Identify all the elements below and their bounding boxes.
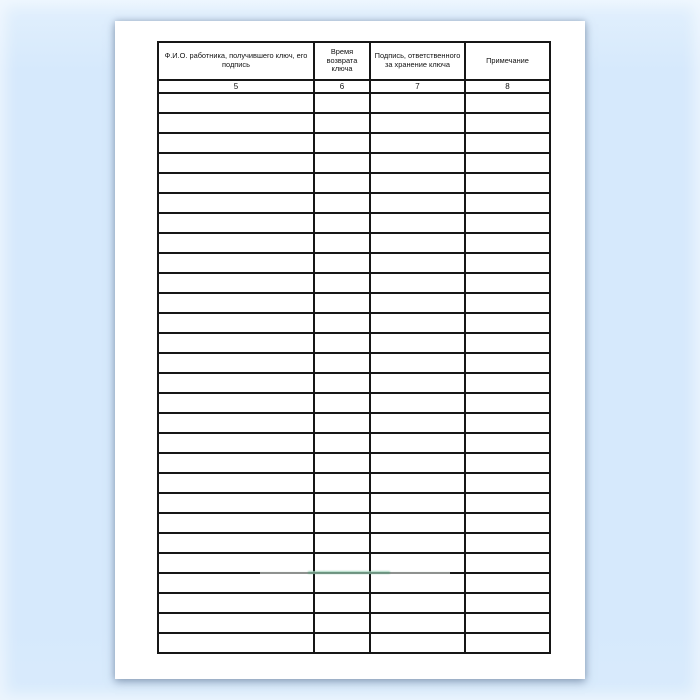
empty-cell	[370, 233, 465, 253]
empty-row	[158, 253, 550, 273]
column-number-7: 7	[370, 80, 465, 93]
empty-cell	[314, 433, 370, 453]
empty-cell	[370, 353, 465, 373]
empty-cell	[370, 213, 465, 233]
empty-cell	[465, 333, 550, 353]
empty-cell	[465, 253, 550, 273]
document-page	[115, 21, 585, 679]
empty-cell	[370, 273, 465, 293]
empty-cell	[314, 133, 370, 153]
empty-row	[158, 453, 550, 473]
empty-cell	[314, 333, 370, 353]
empty-cell	[314, 373, 370, 393]
empty-cell	[158, 453, 314, 473]
empty-cell	[314, 93, 370, 113]
empty-cell	[158, 193, 314, 213]
empty-cell	[158, 613, 314, 633]
empty-cell	[370, 553, 465, 573]
empty-cell	[465, 593, 550, 613]
empty-row	[158, 513, 550, 533]
empty-cell	[370, 473, 465, 493]
empty-cell	[158, 293, 314, 313]
empty-cell	[314, 113, 370, 133]
empty-cell	[370, 253, 465, 273]
empty-cell	[465, 453, 550, 473]
empty-cell	[370, 573, 465, 593]
empty-cell	[158, 333, 314, 353]
empty-cell	[314, 273, 370, 293]
empty-cell	[465, 433, 550, 453]
empty-cell	[314, 493, 370, 513]
empty-cell	[370, 93, 465, 113]
empty-row	[158, 413, 550, 433]
empty-cell	[158, 513, 314, 533]
empty-cell	[370, 173, 465, 193]
empty-row	[158, 493, 550, 513]
key-register-table	[157, 41, 551, 654]
empty-cell	[158, 93, 314, 113]
empty-cell	[465, 193, 550, 213]
empty-cell	[465, 233, 550, 253]
empty-cell	[465, 393, 550, 413]
empty-cell	[158, 473, 314, 493]
empty-cell	[370, 633, 465, 653]
empty-cell	[465, 93, 550, 113]
empty-cell	[465, 113, 550, 133]
empty-cell	[465, 273, 550, 293]
empty-row	[158, 153, 550, 173]
table-header-row	[158, 42, 550, 80]
empty-row	[158, 433, 550, 453]
empty-cell	[158, 633, 314, 653]
column-header-note: Примечание	[465, 42, 550, 80]
empty-row	[158, 133, 550, 153]
empty-cell	[314, 473, 370, 493]
empty-cell	[370, 393, 465, 413]
empty-row	[158, 173, 550, 193]
empty-cell	[314, 313, 370, 333]
empty-cell	[314, 233, 370, 253]
empty-row	[158, 573, 550, 593]
empty-cell	[314, 353, 370, 373]
empty-cell	[314, 453, 370, 473]
empty-cell	[465, 413, 550, 433]
empty-cell	[158, 413, 314, 433]
empty-cell	[370, 373, 465, 393]
empty-cell	[158, 213, 314, 233]
column-number-row	[158, 80, 550, 93]
empty-cell	[465, 513, 550, 533]
empty-row	[158, 593, 550, 613]
empty-cell	[314, 193, 370, 213]
empty-row	[158, 313, 550, 333]
empty-cell	[465, 613, 550, 633]
empty-cell	[158, 273, 314, 293]
empty-cell	[370, 133, 465, 153]
empty-cell	[370, 153, 465, 173]
empty-row	[158, 633, 550, 653]
empty-cell	[314, 553, 370, 573]
empty-cell	[314, 393, 370, 413]
empty-cell	[370, 533, 465, 553]
empty-cell	[370, 113, 465, 133]
empty-cell	[465, 293, 550, 313]
empty-row	[158, 393, 550, 413]
empty-cell	[370, 313, 465, 333]
empty-row	[158, 333, 550, 353]
empty-cell	[314, 173, 370, 193]
empty-cell	[314, 513, 370, 533]
empty-cell	[465, 373, 550, 393]
empty-cell	[370, 193, 465, 213]
empty-cell	[158, 313, 314, 333]
column-number-6: 6	[314, 80, 370, 93]
empty-row	[158, 273, 550, 293]
empty-cell	[314, 213, 370, 233]
empty-cell	[158, 553, 314, 573]
empty-cell	[465, 213, 550, 233]
column-number-8: 8	[465, 80, 550, 93]
empty-cell	[314, 613, 370, 633]
empty-cell	[370, 493, 465, 513]
column-number-5: 5	[158, 80, 314, 93]
empty-cell	[158, 373, 314, 393]
empty-cell	[158, 153, 314, 173]
empty-cell	[158, 253, 314, 273]
empty-row	[158, 473, 550, 493]
empty-cell	[465, 153, 550, 173]
empty-row	[158, 353, 550, 373]
empty-row	[158, 213, 550, 233]
empty-cell	[465, 533, 550, 553]
empty-cell	[314, 153, 370, 173]
empty-cell	[465, 633, 550, 653]
table-body	[158, 93, 550, 653]
empty-cell	[158, 533, 314, 553]
empty-cell	[370, 293, 465, 313]
empty-row	[158, 233, 550, 253]
empty-row	[158, 613, 550, 633]
empty-cell	[465, 493, 550, 513]
empty-cell	[314, 533, 370, 553]
column-header-employee-name-signature: Ф.И.О. работника, получившего ключ, его подпись	[158, 42, 314, 80]
empty-cell	[158, 233, 314, 253]
empty-cell	[158, 573, 314, 593]
empty-row	[158, 373, 550, 393]
empty-cell	[314, 413, 370, 433]
empty-cell	[158, 113, 314, 133]
empty-cell	[158, 133, 314, 153]
empty-cell	[370, 413, 465, 433]
empty-cell	[370, 453, 465, 473]
empty-cell	[465, 473, 550, 493]
empty-cell	[158, 393, 314, 413]
empty-cell	[465, 133, 550, 153]
empty-cell	[158, 493, 314, 513]
empty-row	[158, 533, 550, 553]
empty-cell	[158, 173, 314, 193]
empty-cell	[370, 513, 465, 533]
empty-cell	[314, 293, 370, 313]
empty-cell	[158, 433, 314, 453]
empty-row	[158, 193, 550, 213]
empty-cell	[314, 253, 370, 273]
empty-cell	[465, 313, 550, 333]
empty-cell	[370, 613, 465, 633]
empty-cell	[158, 353, 314, 373]
column-header-return-time: Время возврата ключа	[314, 42, 370, 80]
empty-cell	[314, 593, 370, 613]
empty-cell	[370, 333, 465, 353]
empty-cell	[465, 353, 550, 373]
empty-cell	[158, 593, 314, 613]
empty-cell	[314, 633, 370, 653]
empty-cell	[465, 173, 550, 193]
empty-cell	[370, 433, 465, 453]
empty-row	[158, 293, 550, 313]
empty-row	[158, 553, 550, 573]
empty-cell	[370, 593, 465, 613]
empty-cell	[465, 573, 550, 593]
empty-cell	[314, 573, 370, 593]
empty-row	[158, 113, 550, 133]
empty-row	[158, 93, 550, 113]
empty-cell	[465, 553, 550, 573]
column-header-keeper-signature: Подпись, ответственного за хранение ключа	[370, 42, 465, 80]
